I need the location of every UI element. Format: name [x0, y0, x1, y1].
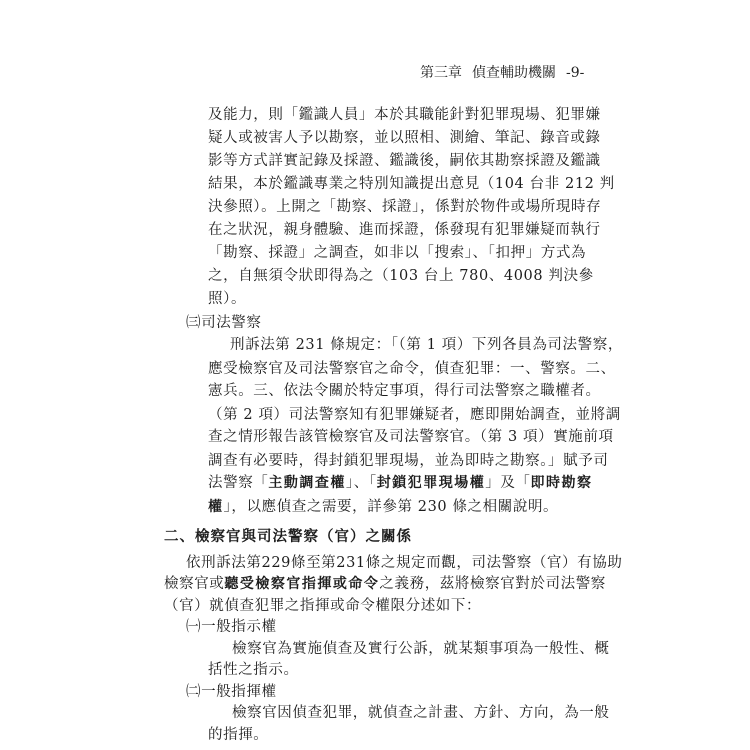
body-line: 在之狀況，親身體驗、進而採證，係發現有犯罪嫌疑而執行 — [208, 222, 601, 238]
subheading-judicial-police: ㈢司法警察 — [186, 315, 262, 331]
text-run: 」、「 — [345, 475, 377, 491]
body-line: 檢察官為實施偵查及實行公訴，就某類事項為一般性、概 — [232, 640, 610, 657]
section-heading: 二、檢察官與司法警察（官）之關係 — [164, 528, 412, 545]
body-line: 調查有必要時，得封鎖犯罪現場，並為即時之勘察。」賦予司 — [208, 453, 609, 469]
body-line: 疑人或被害人予以勘察，並以照相、測繪、筆記、錄音或錄 — [208, 130, 601, 146]
text-run: 」，以應偵查之需要，詳參第 230 條之相關說明。 — [223, 499, 559, 515]
emphasis-scene-sealing: 封鎖犯罪現場權 — [376, 475, 486, 491]
body-line: 括性之指示。 — [208, 662, 299, 678]
body-line: 的指揮。 — [208, 726, 269, 743]
emphasis-active-investigation: 主動調查權 — [268, 475, 346, 491]
body-line: 依刑訴法第229條至第231條之規定而觀，司法警察（官）有協助 — [186, 554, 623, 571]
chapter-number: 第三章 — [420, 65, 462, 81]
text-run: 檢察官或 — [164, 576, 225, 592]
subheading-general-instruction: ㈠一般指示權 — [186, 619, 277, 635]
emphasis-immediate-inspection: 即時勘察 — [530, 475, 593, 491]
page-number: -9- — [566, 65, 585, 81]
body-line: （第 2 項）司法警察知有犯罪嫌疑者，應即開始調查，並將調 — [208, 407, 621, 423]
body-line: 應受檢察官及司法警察官之命令，偵查犯罪：一、警察。二、 — [208, 361, 616, 377]
body-line: （官）就偵查犯罪之指揮或命令權限分述如下： — [164, 597, 482, 614]
body-line: 之，自無須令狀即得為之（103 台上 780、4008 判決參 — [208, 268, 594, 284]
subheading-general-command: ㈡一般指揮權 — [186, 683, 277, 700]
chapter-title: 偵查輔助機關 — [472, 65, 556, 81]
body-line: 檢察官因偵查犯罪，就偵查之計畫、方針、方向，為一般 — [232, 705, 610, 721]
text-run: 法警察「 — [208, 475, 269, 491]
body-line: 「勘察、採證」之調查，如非以「搜索」、「扣押」方式為 — [208, 245, 587, 261]
body-line-emphasis — [208, 497, 558, 517]
emphasis-right: 權 — [208, 499, 224, 515]
emphasis-obey-command: 聽受檢察官指揮或命令 — [224, 576, 380, 592]
body-line: 刑訴法第 231 條規定：「（第 1 項）下列各員為司法警察， — [230, 337, 623, 353]
body-line: 決參照）。上開之「勘察、採證」，係對於物件或場所現時存 — [208, 199, 602, 215]
running-header — [420, 62, 620, 82]
body-line: 結果，本於鑑識專業之特別知識提出意見（104 台非 212 判 — [208, 176, 615, 192]
body-line-emphasis — [208, 473, 593, 493]
body-line: 影等方式詳實記錄及採證、鑑識後，嗣依其勘察採證及鑑識 — [208, 153, 601, 169]
body-line-emphasis — [164, 574, 606, 594]
body-line: 憲兵。三、依法令關於特定事項，得行司法警察之職權者。 — [208, 383, 601, 399]
body-line: 查之情形報告該管檢察官及司法警察官。（第 3 項）實施前項 — [208, 429, 614, 445]
text-run: 」及「 — [485, 475, 531, 491]
body-line: 照）。 — [208, 291, 247, 307]
body-line: 及能力，則「鑑識人員」本於其職能針對犯罪現場、犯罪嫌 — [208, 107, 601, 123]
text-run: 之義務，茲將檢察官對於司法警察 — [379, 576, 606, 592]
